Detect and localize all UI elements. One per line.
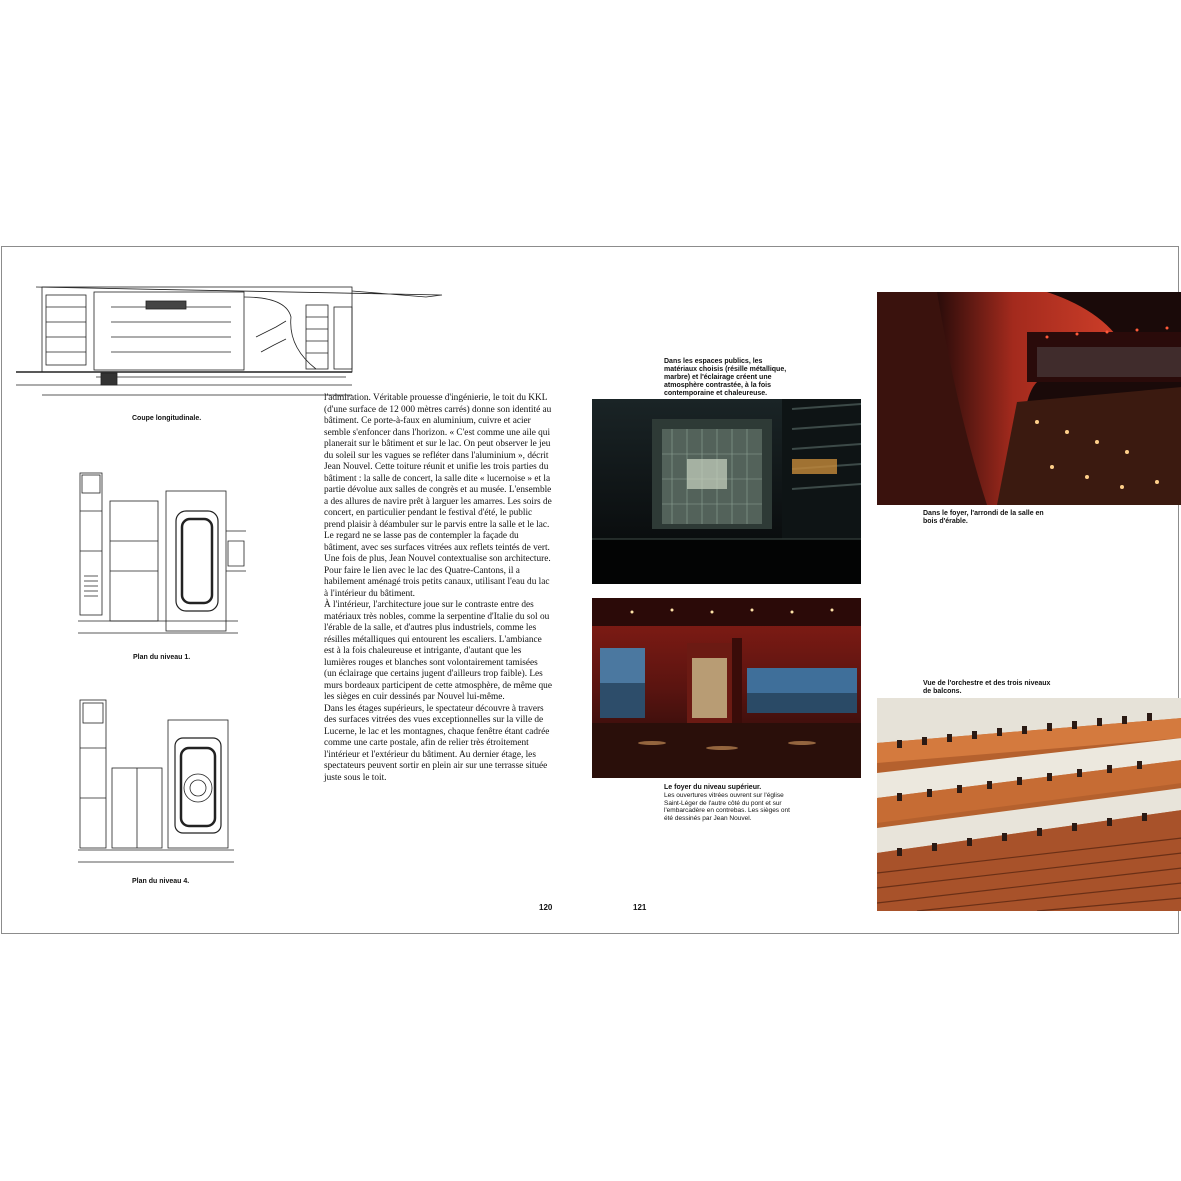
- orchestra-caption: Vue de l'orchestre et des trois niveaux de balcons.: [923, 680, 1051, 695]
- page-number-left: 120: [539, 903, 553, 912]
- section-caption: Coupe longitudinale.: [132, 415, 202, 422]
- body-paragraph: l'admiration. Véritable prouesse d'ingénierie, le toit du KKL (d'une surface de 12 000 mètres carrés) donne son identité au bâtiment. Ce porte-à-faux en aluminium, cuivre et acier semble s'enfoncer dans l'horizon. « C'est comme une aile qui planerait sur le bâtiment et sur le lac. On peut observer le jeu du soleil sur les vagues se refléter dans l'aluminium », décrit Jean Nouvel. Cette toiture réunit et unifie les trois parties du bâtiment : la salle de concert, la salle dite « lucernoise » et la partie dévolue aux salles de congrès et au musée. L'ensemble a des allures de navire prêt à larguer les amarres. Les soirs de concert, en particulier pendant le festival d'été, le public prend plaisir à déambuler sur le parvis entre la salle et le lac. Le regard ne se lasse pas de contempler la façade du bâtiment, avec ses surfaces vitrées aux reflets teintés de vert. Une fois de plus, Jean Nouvel contextualise son architecture. Pour faire le lien avec le lac des Quatre-Cantons, il a habilement aménagé trois petits canaux, utilisant l'eau du lac à l'intérieur du bâtiment.: [324, 393, 552, 599]
- page-number-right: 121: [633, 903, 647, 912]
- foyer-photo: [592, 598, 861, 778]
- body-paragraph: Dans les étages supérieurs, le spectateur découvre à travers des surfaces vitrées des vues exceptionnelles sur la ville de Lucerne, le lac et les montagnes, chaque fenêtre étant cadrée comme une carte postale, afin de relier très étroitement l'intérieur et l'extérieur du bâtiment. Au dernier étage, les spectateurs peuvent sortir en plein air sur une terrasse située juste sous le toit.: [324, 703, 550, 783]
- plan-level-4-drawing: [78, 698, 238, 868]
- body-paragraph: À l'intérieur, l'architecture joue sur le contraste entre des matériaux très nobles, comme la serpentine d'Italie du sol ou l'érable de la salle, et d'autres plus industriels, comme les résilles métalliques qui entourent les escaliers. L'ambiance est à la fois chaleureuse et intrigante, d'autant que les lumières rouges et blanches sont volontairement tamisées (un éclairage que certains jugent d'ailleurs trop faible). Les murs bordeaux participent de cette atmosphère, de même que les sièges en cuir dessinés par Nouvel lui-même.: [324, 600, 552, 702]
- longitudinal-section-drawing: [16, 277, 446, 412]
- foyer-curve-photo: [877, 292, 1181, 505]
- plan-1-caption: Plan du niveau 1.: [133, 654, 191, 661]
- public-spaces-caption: Dans les espaces publics, les matériaux choisis (résille métallique, marbre) et l'éclairage créent une atmosphère contrastée, à la fois contemporaine et chaleureuse.: [664, 358, 787, 397]
- book-spread: [1, 246, 1179, 934]
- foyer-caption: [664, 784, 794, 822]
- orchestra-photo: [877, 698, 1181, 911]
- body-text-column: [324, 393, 552, 784]
- foyer-caption-body: Les ouvertures vitrées ouvrent sur l'église Saint-Léger de l'autre côté du pont et sur l'embarcadère en contrebas. Les sièges ont été dessinés par Jean Nouvel.: [664, 792, 790, 822]
- foyer-curve-caption: Dans le foyer, l'arrondi de la salle en bois d'érable.: [923, 510, 1044, 525]
- plan-4-caption: Plan du niveau 4.: [132, 878, 190, 885]
- public-spaces-photo: [592, 399, 861, 584]
- plan-level-1-drawing: [78, 471, 248, 641]
- foyer-caption-title: Le foyer du niveau supérieur.: [664, 784, 762, 791]
